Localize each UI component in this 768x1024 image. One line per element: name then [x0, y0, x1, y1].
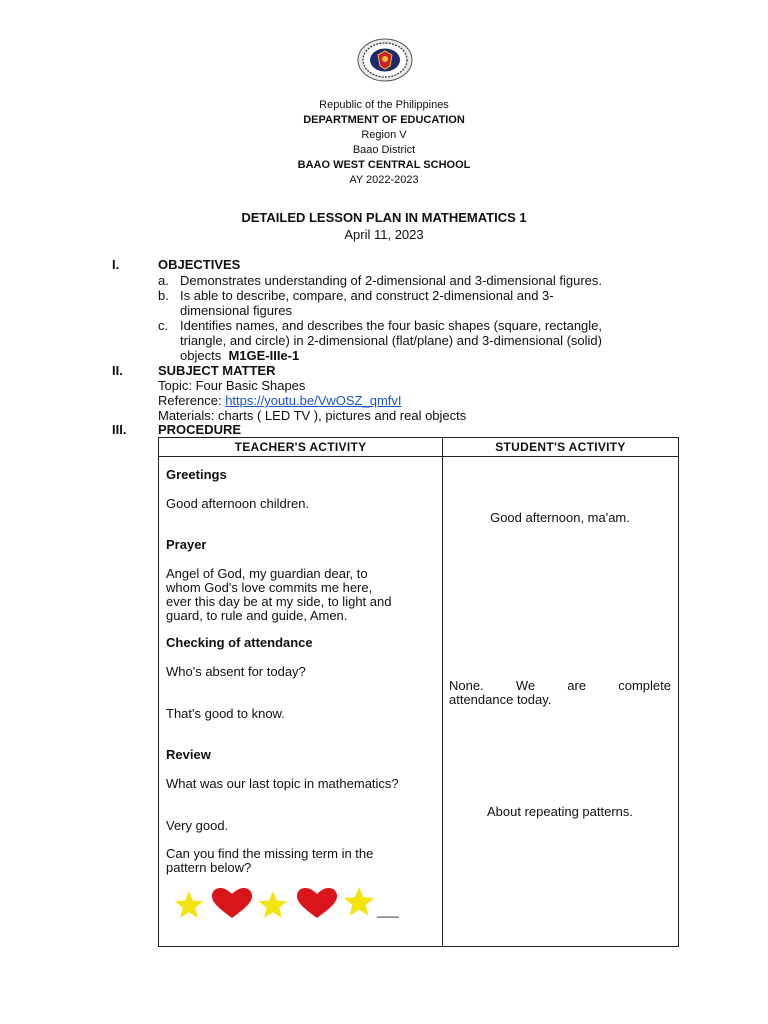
plan-date: April 11, 2023 [344, 227, 424, 242]
objective-a-line-1: Demonstrates understanding of 2-dimensional and 3-dimensional figures. [180, 273, 603, 288]
review-question: What was our last topic in mathematics? [166, 776, 399, 791]
pattern-row [170, 885, 420, 925]
star-icon [259, 891, 288, 918]
objectives-title: OBJECTIVES [158, 257, 241, 272]
procedure-number: III. [112, 422, 127, 437]
heart-icon [297, 888, 337, 918]
review-response: Very good. [166, 818, 229, 833]
student-attendance-line-2: attendance today. [449, 692, 552, 707]
materials-line: Materials: charts ( LED TV ), pictures and real objects [158, 408, 467, 423]
objectives-number: I. [112, 257, 120, 272]
attendance-word: are [567, 678, 587, 693]
reference-link[interactable]: https://youtu.be/VwOSZ_qmfvI [225, 393, 402, 408]
deped-seal-icon [357, 38, 413, 82]
attendance-word: We [515, 678, 536, 693]
country-line: Republic of the Philippines [319, 99, 449, 111]
school-header [0, 98, 768, 188]
prayer-line-2: whom God's love commits me here, [166, 580, 373, 595]
school-line: BAAO WEST CENTRAL SCHOOL [297, 159, 471, 171]
attendance-title: Checking of attendance [166, 635, 313, 650]
plan-title: DETAILED LESSON PLAN IN MATHEMATICS 1 [241, 210, 527, 225]
district-line: Baao District [352, 144, 416, 156]
attendance-question: Who's absent for today? [166, 664, 306, 679]
objective-c-line-3 [180, 348, 602, 363]
review-title: Review [166, 747, 211, 762]
star-icon [344, 887, 374, 916]
objective-a-text [180, 273, 602, 288]
competency-code: M1GE-IIIe-1 [228, 348, 300, 363]
prayer-text [166, 567, 436, 623]
subject-title: SUBJECT MATTER [158, 363, 276, 378]
year-line: AY 2022-2023 [349, 174, 419, 186]
objective-c-line-2: triangle, and circle) in 2-dimensional (flat/plane) and 3-dimensional (solid) [180, 333, 602, 348]
objective-b-line-1: Is able to describe, compare, and construct 2-dimensional and 3- [180, 288, 554, 303]
greetings-title: Greetings [166, 467, 227, 482]
star-icon [175, 891, 204, 918]
prayer-line-3: ever this day be at my side, to light and [166, 594, 392, 609]
pattern-prompt-line-2: pattern below? [166, 860, 252, 875]
attendance-word: complete [618, 678, 671, 693]
student-greeting: Good afternoon, ma'am. [490, 510, 630, 525]
attendance-word: None. [449, 678, 484, 693]
region-line: Region V [361, 129, 407, 141]
reference-label: Reference: [158, 393, 226, 408]
teacher-activity-header: TEACHER'S ACTIVITY [234, 440, 367, 454]
objective-b-letter: b. [158, 288, 169, 303]
department-line: DEPARTMENT OF EDUCATION [303, 114, 465, 126]
student-attendance-line-1 [449, 679, 671, 693]
objective-b-text [180, 288, 554, 318]
objective-c-line-3-text: objects [180, 348, 222, 363]
objective-c-line-1: Identifies names, and describes the four basic shapes (square, rectangle, [180, 318, 603, 333]
objective-c-letter: c. [158, 318, 169, 333]
subject-number: II. [112, 363, 123, 378]
pattern-prompt [166, 847, 373, 875]
heart-icon [212, 888, 252, 918]
procedure-title: PROCEDURE [158, 422, 242, 437]
prayer-title: Prayer [166, 537, 207, 552]
objective-c-text [180, 318, 602, 363]
attendance-response: That's good to know. [166, 706, 285, 721]
objective-a-letter: a. [158, 273, 169, 288]
student-attendance [449, 679, 671, 707]
objective-b-line-2: dimensional figures [180, 303, 293, 318]
pattern-prompt-line-1: Can you find the missing term in the [166, 846, 374, 861]
greetings-text: Good afternoon children. [166, 496, 310, 511]
prayer-line-1: Angel of God, my guardian dear, to [166, 566, 368, 581]
pattern-blank: ___ [377, 903, 399, 918]
reference-line [158, 393, 402, 408]
topic-line: Topic: Four Basic Shapes [158, 378, 306, 393]
student-review: About repeating patterns. [487, 804, 633, 819]
prayer-line-4: guard, to rule and guide, Amen. [166, 608, 348, 623]
student-activity-header: STUDENT'S ACTIVITY [495, 440, 626, 454]
